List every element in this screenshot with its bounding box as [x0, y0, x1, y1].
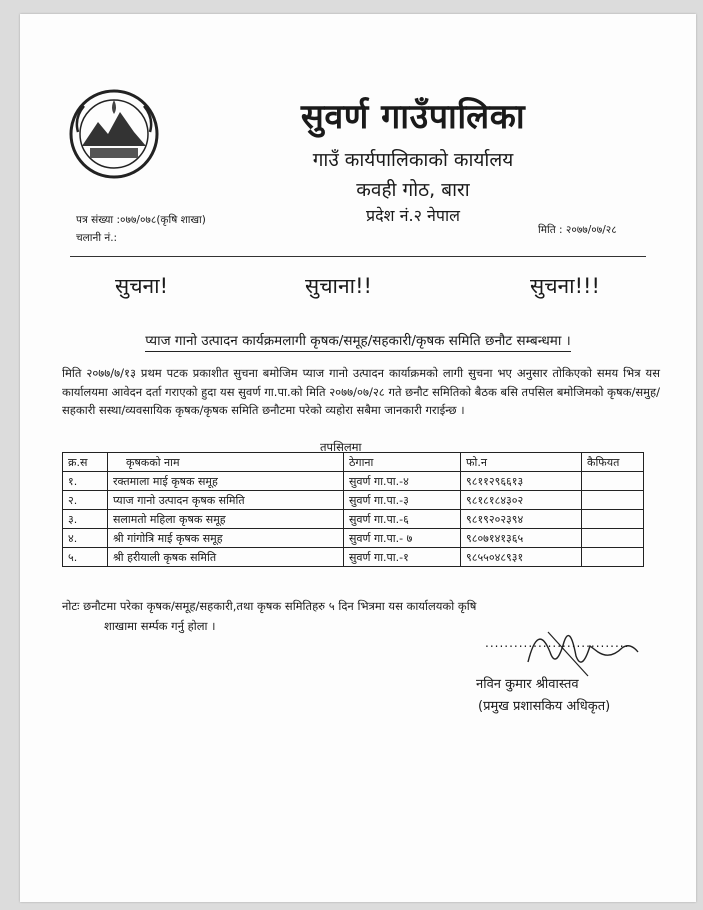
cell-address: सुवर्ण गा.पा.-४: [344, 472, 461, 491]
cell-address: सुवर्ण गा.पा.-१: [344, 548, 461, 567]
cell-serial: ४.: [63, 529, 108, 548]
cell-name: श्री गांगोत्रि माई कृषक समूह: [108, 529, 344, 548]
header-farmer-name: कृषकको नाम: [108, 453, 344, 472]
body-paragraph: मिति २०७७/७/१३ प्रथम पटक प्रकाशीत सुचना बमोजिम प्याज गानो उत्पादन कार्याक्रमको लागी सुचना भए अनुसार तोकिएको समय भित्र यस कार्यालयमा आवेदन दर्ता गराएको हुदा यस सुवर्ण गा.पा.को मिति २०७७/०७/२८ गते छनौट समितिको बैठक बसि तपसिल बमोजिमको कृषक/समुह/सहकारी सस्था/व्यवसायिक कृषक/कृषक समिति छनौटमा परेको व्यहोरा सबैमा जानकारी गराईन्छ ।: [62, 366, 660, 417]
letter-sheet: [20, 14, 696, 902]
header-serial: क्र.स: [63, 453, 108, 472]
table-row: [63, 548, 644, 567]
cell-address: सुवर्ण गा.पा.-३: [344, 491, 461, 510]
cell-serial: २.: [63, 491, 108, 510]
notice-heading-1: सुचना!: [115, 274, 169, 298]
cell-phone: ९८१९२०२३९४: [461, 510, 582, 529]
cell-remarks: [582, 548, 644, 567]
municipality-title: सुवर्ण गाउँपालिका: [300, 97, 526, 137]
header-divider: [70, 256, 646, 257]
cell-phone: ९८०७१४१३६५: [461, 529, 582, 548]
header-remarks: कैफियत: [582, 453, 644, 472]
table-row: [63, 529, 644, 548]
note-line-2: शाखामा सर्म्पक गर्नु होला ।: [104, 619, 216, 633]
signatory-name: नविन कुमार श्रीवास्तव: [476, 677, 579, 692]
subject-line: [20, 331, 696, 349]
table-caption: तपसिलमा: [320, 440, 362, 454]
cell-serial: १.: [63, 472, 108, 491]
dispatch-number: चलानी नं.:: [76, 232, 118, 244]
table-header-row: [63, 453, 644, 472]
letter-date: मिति : २०७७/०७/२८: [538, 224, 617, 236]
selection-table: [62, 452, 644, 567]
header-address: ठेगाना: [344, 453, 461, 472]
cell-address: सुवर्ण गा.पा.- ७: [344, 529, 461, 548]
subject-text: प्याज गानो उत्पादन कार्यक्रमलागी कृषक/समूह/सहकारी/कृषक समिति छनौट सम्बन्धमा ।: [145, 333, 571, 352]
cell-phone: ९८५५०४८९३१: [461, 548, 582, 567]
office-name: गाउँ कार्यपालिकाको कार्यालय: [312, 149, 514, 171]
table-row: [63, 510, 644, 529]
header-phone: फो.न: [461, 453, 582, 472]
signature-line: ..............................: [485, 636, 630, 650]
cell-name: श्री हरीयाली कृषक समिति: [108, 548, 344, 567]
office-address: कवही गोठ, बारा: [356, 179, 470, 201]
cell-phone: ९८१८१८४३०२: [461, 491, 582, 510]
reference-number: पत्र संख्या :०७७/०७८(कृषि शाखा): [76, 214, 206, 226]
notice-heading-3: सुचना!!!: [530, 274, 600, 298]
cell-remarks: [582, 529, 644, 548]
note-line-1: नोटः छनौटमा परेका कृषक/समूह/सहकारी,तथा कृषक समितिहरु ५ दिन भित्रमा यस कार्यालयको कृषि: [62, 599, 477, 613]
province-line: प्रदेश नं.२ नेपाल: [366, 206, 460, 225]
cell-remarks: [582, 491, 644, 510]
cell-name: सलामतो महिला कृषक समूह: [108, 510, 344, 529]
notice-heading-2: सुचाना!!: [305, 274, 372, 298]
cell-name: प्याज गानो उत्पादन कृषक समिति: [108, 491, 344, 510]
table-row: [63, 491, 644, 510]
cell-serial: ३.: [63, 510, 108, 529]
cell-serial: ५.: [63, 548, 108, 567]
cell-address: सुवर्ण गा.पा.-६: [344, 510, 461, 529]
signatory-title: (प्रमुख प्रशासकिय अधिकृत): [478, 699, 611, 714]
table-row: [63, 472, 644, 491]
cell-phone: ९८११२९६६१३: [461, 472, 582, 491]
cell-remarks: [582, 472, 644, 491]
cell-remarks: [582, 510, 644, 529]
cell-name: रक्तमाला माई कृषक समूह: [108, 472, 344, 491]
